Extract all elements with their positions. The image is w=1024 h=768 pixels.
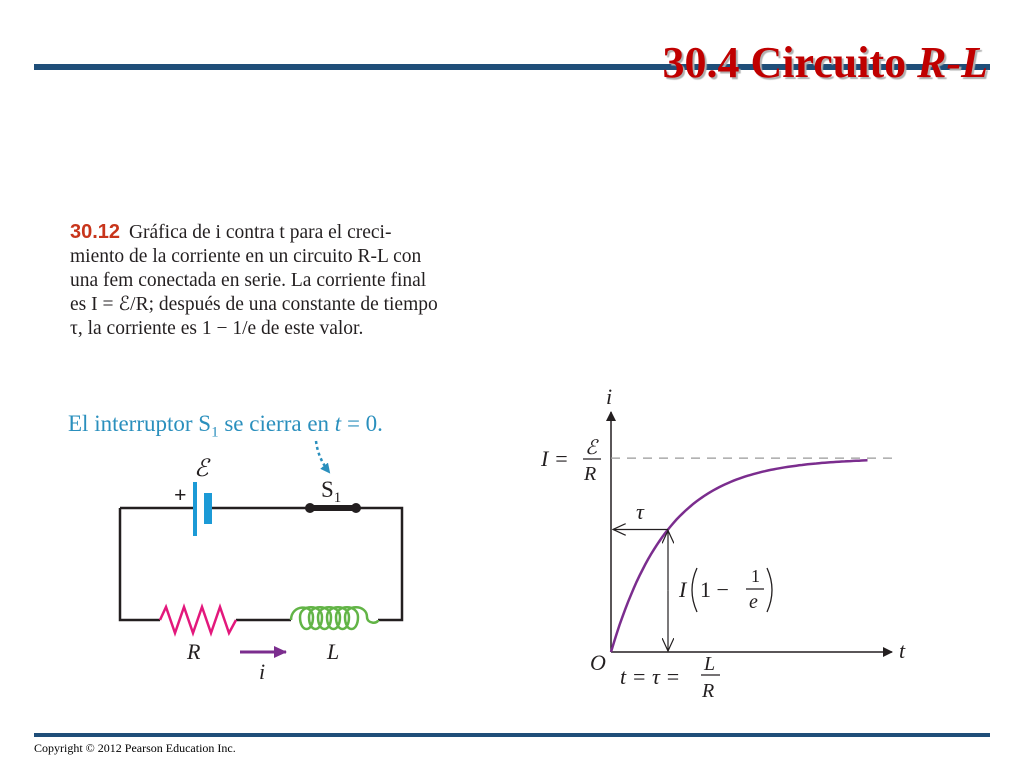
bracket-left-paren [692, 568, 697, 612]
x-axis-label: t [899, 638, 906, 663]
t-numerator: L [704, 653, 716, 675]
caption-line-5: τ, la corriente es 1 − 1/e de este valor. [70, 318, 364, 339]
switch-note-sub: 1 [211, 424, 219, 441]
switch-pointer-arrow [316, 441, 329, 472]
t-denominator: R [702, 680, 715, 702]
bracket-numerator: 1 [751, 566, 760, 586]
bracket-right-paren [767, 568, 772, 612]
emf-label: ℰ [194, 456, 209, 482]
asymptote-denominator: R [584, 463, 597, 485]
caption-line-4: es I = ℰ/R; después de una constante de tiempo [70, 294, 438, 315]
switch-note-prefix: El interruptor S [68, 411, 212, 436]
switch-label [321, 477, 341, 506]
title-italic: R-L [917, 38, 988, 87]
switch-terminal-left [305, 503, 315, 513]
battery-plus-sign: + [174, 482, 187, 507]
title-prefix: 30.4 Circuito [662, 38, 918, 87]
current-label: i [259, 659, 266, 684]
resistor-label: R [187, 639, 201, 664]
switch-note-mid: se cierra en [218, 411, 335, 436]
bracket-i-label: I [679, 577, 687, 602]
switch-terminal-right [351, 503, 361, 513]
switch-label-sub: 1 [333, 490, 342, 506]
inductor [291, 607, 378, 629]
circuit-wire-top-right [356, 508, 402, 620]
asymptote-numerator: ℰ [585, 437, 598, 459]
bracket-denominator: e [749, 591, 758, 613]
copyright: Copyright © 2012 Pearson Education Inc. [34, 741, 236, 755]
footer-rule [34, 733, 990, 737]
y-axis-label: i [606, 384, 613, 409]
circuit-wire-left [120, 508, 160, 620]
bracket-one-minus: 1 − [700, 577, 729, 602]
caption-line-2: miento de la corriente en un circuito R-L con [70, 246, 422, 267]
asymptote-lhs: I = [541, 446, 569, 471]
caption-line-3: una fem conectada en serie. La corriente final [70, 270, 427, 291]
figure-number: 30.12 [70, 221, 121, 243]
origin-label: O [590, 650, 606, 675]
inductor-label: L [327, 639, 340, 664]
t-equals-tau: t = τ = [620, 664, 681, 689]
switch-label-main: S [321, 477, 334, 502]
switch-note-var: t [334, 411, 342, 436]
graph [540, 384, 906, 702]
switch-note-end: = 0. [341, 411, 383, 436]
resistor [160, 607, 236, 633]
circuit [120, 441, 402, 684]
tau-label: τ [636, 499, 644, 524]
caption-line-1-text: Gráfica de i contra t para el creci- [128, 222, 392, 243]
growth-curve [611, 460, 868, 652]
